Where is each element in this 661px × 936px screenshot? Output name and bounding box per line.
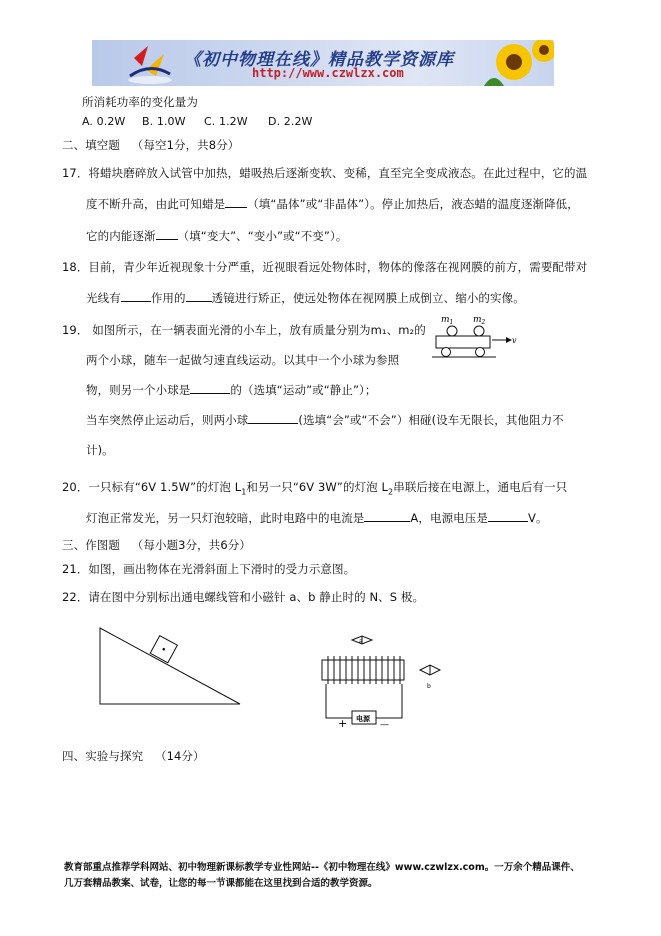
m2-label: $m_2$ bbox=[473, 315, 486, 326]
option-b: B. 1.0W bbox=[142, 115, 186, 128]
minus-terminal: — bbox=[380, 720, 389, 730]
needle-a-label: a bbox=[359, 638, 363, 645]
prev-question-tail: 所消耗功率的变化量为 bbox=[82, 95, 198, 109]
q18-blank-2[interactable] bbox=[186, 290, 212, 302]
section-2-heading bbox=[62, 137, 239, 153]
solenoid-figure bbox=[314, 630, 454, 730]
sunflower-icon bbox=[474, 40, 554, 86]
banner-url: http://www.czwlzx.com bbox=[252, 66, 404, 80]
needle-b-label: b bbox=[427, 683, 431, 690]
q19-line3 bbox=[86, 382, 377, 398]
footer-line-2: 几万套精品教案、试卷，让您的每一节课都能在这里找到合适的教学资源。 bbox=[64, 878, 378, 889]
power-source-label: 电源 bbox=[356, 715, 370, 723]
section-2-note: （每空1分，共8分） bbox=[131, 138, 240, 152]
q17-text-b: （填“晶体”或“非晶体”）。停止加热后，液态蜡的温度逐渐降低， bbox=[247, 197, 579, 211]
option-a: A. 0.2W bbox=[82, 115, 126, 128]
section-3-note: （每小题3分，共6分） bbox=[131, 538, 251, 552]
plus-terminal: + bbox=[338, 717, 348, 730]
footer-line-1: 教育部重点推荐学科网站、初中物理新课标教学专业性网站--《初中物理在线》www.czwlzx.com。一万余个精品课件、 bbox=[64, 862, 580, 873]
section-3-title: 三、作图题 bbox=[62, 538, 120, 552]
wheel-left bbox=[442, 348, 451, 357]
q17-line3 bbox=[86, 228, 347, 244]
q20-text-f: V。 bbox=[527, 511, 548, 525]
q19-line2: 两个小球，随车一起做匀速直线运动。以其中一个小球为参照 bbox=[86, 353, 400, 367]
q21-text: 21．如图，画出物体在光滑斜面上下滑时的受力示意图。 bbox=[62, 562, 356, 576]
incline-triangle bbox=[100, 628, 240, 704]
incline-figure bbox=[96, 624, 246, 708]
q17-blank-2[interactable] bbox=[156, 228, 178, 240]
q17-text-c: 它的内能逐渐 bbox=[86, 229, 156, 243]
banner-title: 《初中物理在线》精品教学资源库 bbox=[184, 50, 454, 70]
q19-line4 bbox=[86, 412, 564, 428]
section-4-note: （14分） bbox=[154, 749, 205, 763]
q20-blank-1[interactable] bbox=[364, 510, 410, 522]
option-c: C. 1.2W bbox=[204, 115, 248, 128]
q18-text-a: 光线有 bbox=[86, 291, 121, 305]
q20-text-c: 串联后接在电源上，通电后有一只 bbox=[393, 480, 568, 494]
compass-needle-b bbox=[420, 665, 440, 675]
q17-blank-1[interactable] bbox=[225, 196, 247, 208]
q19-text-d: (选填“会”或“不会”）相碰(设车无限长，其他阻力不 bbox=[298, 413, 564, 427]
cart-body bbox=[436, 336, 490, 348]
ball-m2 bbox=[474, 326, 484, 336]
header-banner bbox=[92, 40, 554, 86]
q18-text-b: 作用的 bbox=[150, 291, 186, 305]
q19-blank-1[interactable] bbox=[190, 382, 230, 394]
m1-label: $m_1$ bbox=[441, 315, 454, 326]
q20-blank-2[interactable] bbox=[488, 510, 528, 522]
q20-text-d: 灯泡正常发光，另一只灯泡较暗，此时电路中的电流是 bbox=[86, 511, 365, 525]
section-3-heading bbox=[62, 537, 251, 553]
wire-left bbox=[326, 684, 352, 718]
section-2-title: 二、填空题 bbox=[62, 138, 120, 152]
q20-text-e: A，电源电压是 bbox=[410, 511, 488, 525]
q19-text-c: 当车突然停止运动后，则两小球 bbox=[86, 413, 249, 427]
q17-text-a: 度不断升高，由此可知蜡是 bbox=[86, 197, 226, 211]
wire-right bbox=[376, 684, 402, 718]
q17-line1: 17．将蜡块磨碎放入试管中加热，蜡吸热后逐渐变软、变稀，直至完全变成液态。在此过程中，它的温 bbox=[62, 166, 588, 180]
q20-line2 bbox=[86, 510, 548, 526]
wheel-right bbox=[476, 348, 485, 357]
ball-m1 bbox=[447, 326, 457, 336]
q20-line1 bbox=[62, 479, 567, 500]
q18-text-c: 透镜进行矫正，使远处物体在视网膜上成倒立、缩小的实像。 bbox=[211, 291, 525, 305]
q18-line2 bbox=[86, 290, 525, 306]
logo-icon bbox=[120, 40, 180, 86]
q22-text: 22．请在图中分别标出通电螺线管和小磁针 a、b 静止时的 N、S 极。 bbox=[62, 590, 425, 604]
q20-text-b: 和另一只“6V 3W”的灯泡 L bbox=[246, 480, 389, 494]
q19-text-b: 的（选填“运动”或“静止”）； bbox=[230, 383, 377, 397]
q18-blank-1[interactable] bbox=[121, 290, 151, 302]
q19-blank-2[interactable] bbox=[248, 412, 298, 424]
q19-line1: 19． 如图所示，在一辆表面光滑的小车上，放有质量分别为m₁、m₂的 bbox=[62, 323, 426, 337]
section-4-title: 四、实验与探究 bbox=[62, 749, 144, 763]
q20-sub-2: 2 bbox=[388, 487, 394, 497]
q19-line5: 计)。 bbox=[86, 443, 114, 457]
q17-line2 bbox=[86, 196, 579, 212]
option-d: D. 2.2W bbox=[268, 115, 313, 128]
q18-line1: 18．目前，青少年近视现象十分严重，近视眼看远处物体时，物体的像落在视网膜的前方，需要配带对 bbox=[62, 260, 588, 274]
page-footer bbox=[64, 860, 604, 892]
section-4-heading bbox=[62, 748, 205, 764]
q20-sub-1: 1 bbox=[241, 487, 247, 497]
q20-text-a: 20．一只标有“6V 1.5W”的灯泡 L bbox=[62, 480, 242, 494]
q19-text-a: 物，则另一个小球是 bbox=[86, 383, 191, 397]
cart-figure bbox=[430, 312, 520, 364]
v-label: v bbox=[512, 336, 517, 345]
q17-text-d: （填“变大”、“变小”或“不变”）。 bbox=[177, 229, 348, 243]
